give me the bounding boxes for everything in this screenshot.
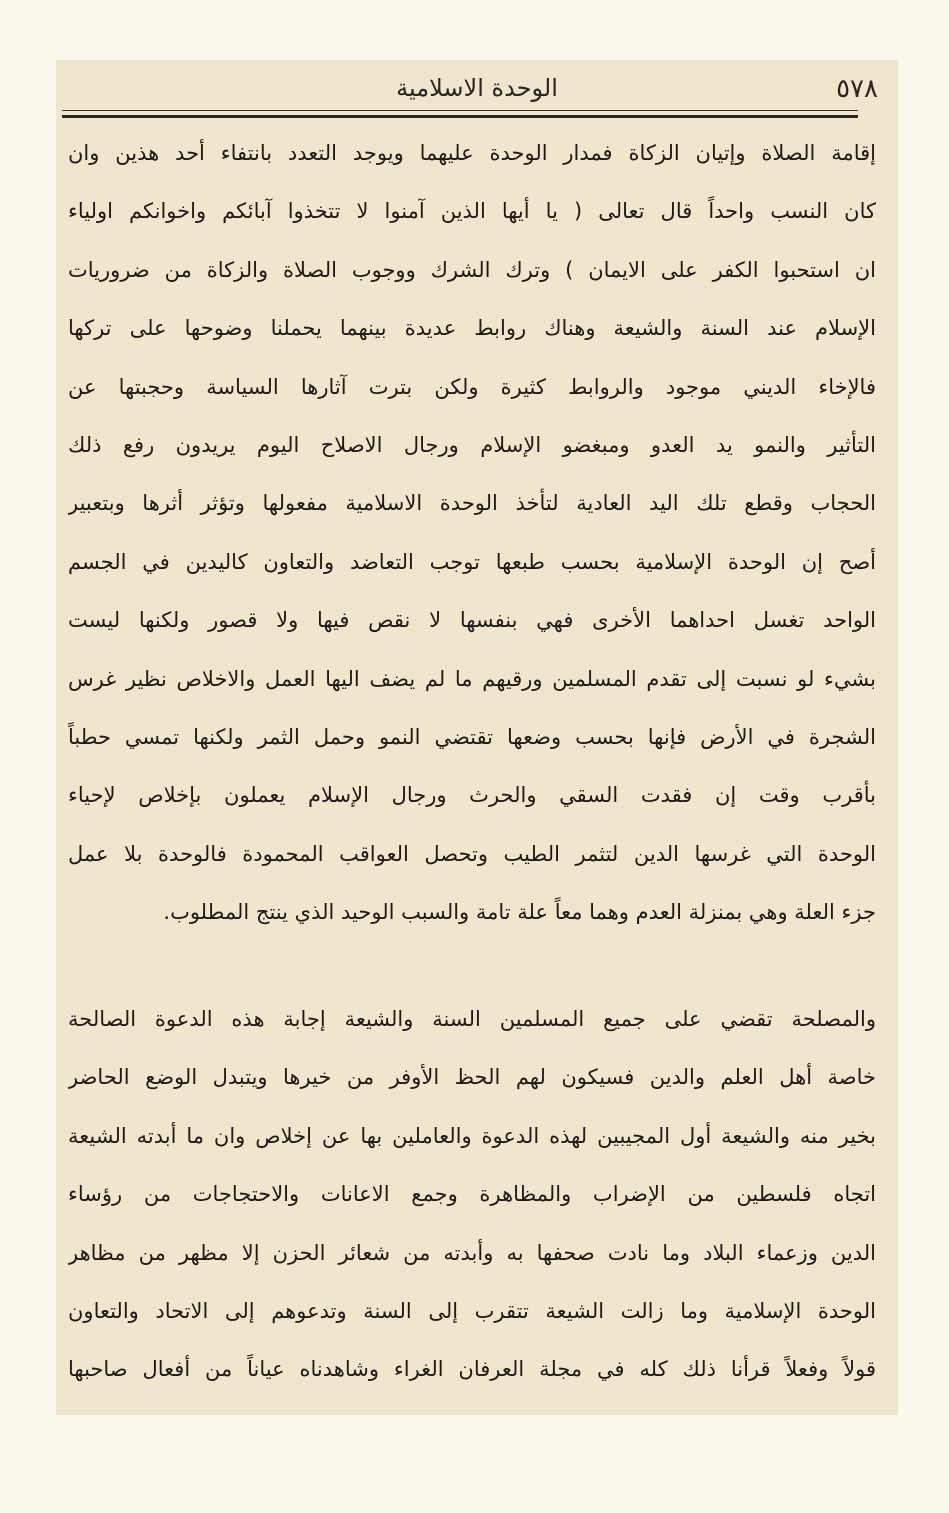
text-line: التأثير والنمو يد العدو ومبغضو الإسلام ورجال الاصلاح اليوم يريدون رفع ذلك: [68, 432, 876, 457]
text-line: الواحد تغسل احداهما الأخرى فهي بنفسها لا نقص فيها ولا قصور ولكنها ليست: [68, 608, 876, 633]
header-rule-thin: [62, 110, 858, 111]
text-line: والمصلحة تقضي على جميع المسلمين السنة والشيعة إجابة هذه الدعوة الصالحة: [68, 1007, 876, 1031]
text-line: الحجاب وقطع تلك اليد العادية لتأخذ الوحدة الاسلامية مفعولها وتؤثر أثرها وبتعبير: [68, 491, 876, 516]
text-line: خاصة أهل العلم والدين فسيكون لهم الحظ الأوفر من خيرها ويتبدل الوضع الحاضر: [68, 1065, 876, 1090]
text-line: الشجرة في الأرض فإنها بحسب وضعها تقتضي النمو وحمل الثمر ولكنها تمسي حطباً: [68, 724, 876, 749]
running-title: الوحدة الاسلامية: [396, 74, 558, 102]
text-line: الوحدة الإسلامية وما زالت الشيعة تتقرب إلى السنة وتدعوهم إلى الاتحاد والتعاون: [68, 1298, 876, 1323]
text-line: الوحدة التي غرسها الدين لتثمر الطيب وتحصل العواقب المحمودة فالوحدة بلا عمل: [68, 841, 876, 866]
text-line: أصح إن الوحدة الإسلامية بحسب طبعها توجب التعاضد والتعاون كاليدين في الجسم: [68, 549, 876, 574]
page-number: ٥٧٨: [836, 74, 878, 104]
paragraph-1: [68, 124, 876, 941]
text-line: فالإخاء الديني موجود والروابط كثيرة ولكن بترت آثارها السياسة وحجبتها عن: [68, 374, 876, 399]
paragraph-2: [68, 990, 876, 1399]
header-rule-thick: [62, 115, 858, 118]
text-line: بشيء لو نسبت إلى تقدم المسلمين ورقيهم ما لم يضف اليها العمل والاخلاص نظير غرس: [68, 666, 876, 691]
text-line: الدين وزعماء البلاد وما نادت صحفها به وأبدته من شعائر الحزن إلا مظهر من مظاهر: [68, 1240, 876, 1265]
text-line: الإسلام عند السنة والشيعة وهناك روابط عديدة بينهما يحملنا وضوحها على تركها: [68, 316, 876, 341]
text-line: كان النسب واحداً قال تعالى ( يا أيها الذين آمنوا لا تتخذوا آبائكم واخوانكم اولياء: [68, 199, 876, 224]
text-line: اتجاه فلسطين من الإضراب والمظاهرة وجمع الاعانات والاحتجاجات من رؤساء: [68, 1182, 876, 1207]
text-line: قولاً وفعلاً قرأنا ذلك كله في مجلة العرفان الغراء وشاهدناه عياناً من أفعال صاحبها: [68, 1357, 876, 1382]
running-head: [56, 72, 898, 112]
text-line: بأقرب وقت إن فقدت السقي والحرث ورجال الإسلام يعملون بإخلاص لإحياء: [68, 783, 876, 808]
text-line: بخير منه والشيعة أول المجيبين لهذه الدعوة والعاملين بها عن إخلاص وان ما أبدته الشيعة: [68, 1123, 876, 1148]
text-line: ان استحبوا الكفر على الايمان ) وترك الشرك ووجوب الصلاة والزكاة من ضروريات: [68, 257, 876, 282]
text-line: جزء العلة وهي بمنزلة العدم وهما معاً علة تامة والسبب الوحيد الذي ينتج المطلوب.: [163, 900, 876, 925]
text-line: إقامة الصلاة وإتيان الزكاة فمدار الوحدة عليهما ويوجد التعدد بانتفاء أحد هذين وان: [68, 141, 876, 165]
book-page: [56, 60, 898, 1415]
